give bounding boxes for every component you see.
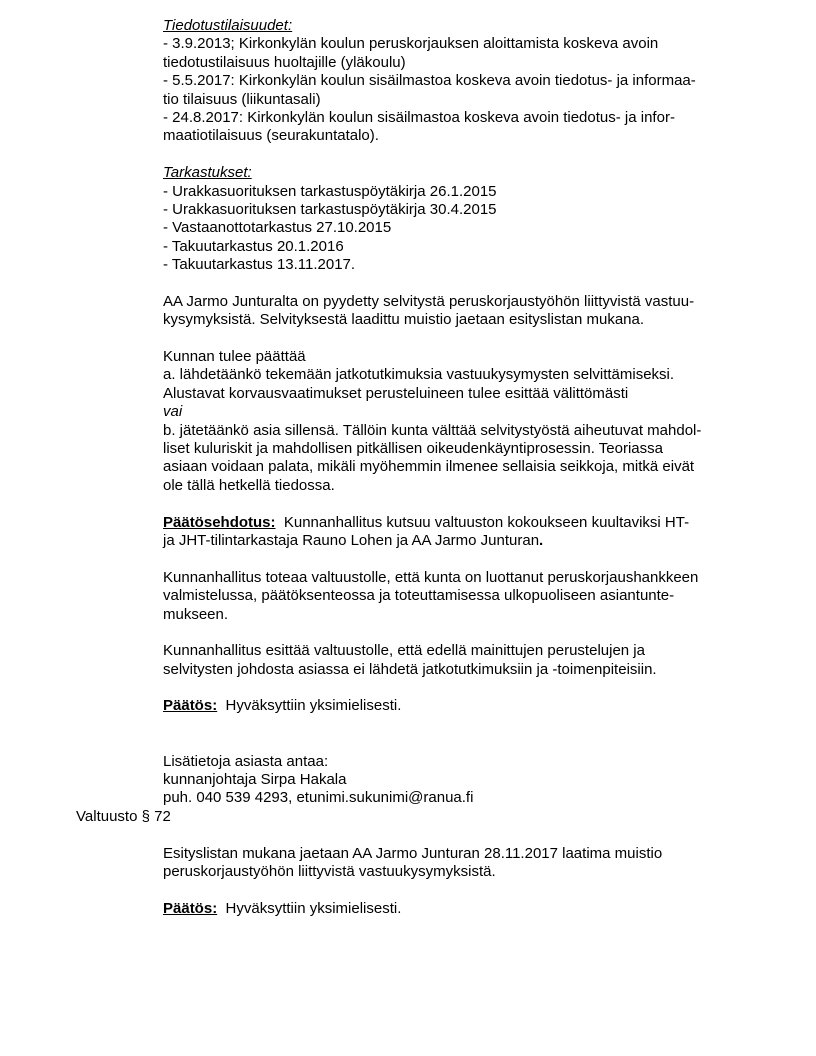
text-line: b. jätetäänkö asia sillensä. Tällöin kunta välttää selvitystyöstä aiheutuvat mahdol- bbox=[163, 421, 702, 439]
text-line: Kunnanhallitus toteaa valtuustolle, että kunta on luottanut peruskorjaushankkeen bbox=[163, 568, 699, 586]
section-heading-tiedotustilaisuudet: Tiedotustilaisuudet: bbox=[163, 17, 293, 34]
text-line: - Vastaanottotarkastus 27.10.2015 bbox=[163, 219, 392, 237]
period: . bbox=[539, 531, 544, 549]
text-line: Kunnan tulee päättää bbox=[163, 348, 306, 366]
text-line: maatiotilaisuus (seurakuntatalo). bbox=[163, 127, 379, 145]
section-heading-tarkastukset: Tarkastukset: bbox=[163, 164, 252, 182]
text-line: - Takuutarkastus 20.1.2016 bbox=[163, 237, 344, 255]
text-line: - 24.8.2017: Kirkonkylän koulun sisäilmastoa koskeva avoin tiedotus- ja infor- bbox=[163, 108, 675, 126]
text-line: tiedotustilaisuus huoltajille (yläkoulu) bbox=[163, 53, 406, 71]
text-line: kunnanjohtaja Sirpa Hakala bbox=[163, 771, 347, 789]
text-line: valmistelussa, päätöksenteossa ja toteuttamisessa ulkopuoliseen asiantunte- bbox=[163, 587, 675, 605]
decision-text: Hyväksyttiin yksimielisesti. bbox=[225, 697, 402, 715]
text-line: - Urakkasuorituksen tarkastuspöytäkirja 26.1.2015 bbox=[163, 182, 497, 200]
document-body bbox=[76, 17, 763, 918]
decision bbox=[163, 697, 763, 715]
text-line: asiaan voidaan palata, mikäli myöhemmin ilmenee sellaisia seikkoja, mitkä eivät bbox=[163, 458, 695, 476]
text-line: tio tilaisuus (liikuntasali) bbox=[163, 90, 321, 108]
text-line-vai: vai bbox=[163, 403, 183, 421]
text-line: - 3.9.2013; Kirkonkylän koulun peruskorjauksen aloittamista koskeva avoin bbox=[163, 35, 659, 53]
text-line: Kunnanhallitus kutsuu valtuuston kokoukseen kuultaviksi HT- bbox=[283, 513, 690, 531]
decision-text: Hyväksyttiin yksimielisesti. bbox=[225, 899, 402, 917]
text-line bbox=[163, 532, 763, 550]
decision-label: Päätös: bbox=[163, 697, 218, 715]
decision bbox=[163, 900, 763, 918]
text-line: mukseen. bbox=[163, 605, 229, 623]
text-line: Lisätietoja asiasta antaa: bbox=[163, 752, 329, 770]
text-line: AA Jarmo Junturalta on pyydetty selvitystä peruskorjaustyöhön liittyvistä vastuu- bbox=[163, 292, 695, 310]
text-line: selvitysten johdosta asiassa ei lähdetä jatkotutkimuksiin ja -toimenpiteisiin. bbox=[163, 660, 657, 678]
text-line: - 5.5.2017: Kirkonkylän koulun sisäilmastoa koskeva avoin tiedotus- ja informaa- bbox=[163, 72, 696, 90]
text-line: Alustavat korvausvaatimukset perusteluineen tulee esittää välittömästi bbox=[163, 384, 629, 402]
text-line: ole tällä hetkellä tiedossa. bbox=[163, 476, 335, 494]
contact-line: puh. 040 539 4293, etunimi.sukunimi@ranua.fi bbox=[163, 789, 474, 807]
text-line: peruskorjaustyöhön liittyvistä vastuukysymyksistä. bbox=[163, 862, 496, 880]
decision-proposal bbox=[163, 514, 763, 532]
text-line: a. lähdetäänkö tekemään jatkotutkimuksia vastuukysymysten selvittämiseksi. bbox=[163, 366, 675, 384]
text-line: - Urakkasuorituksen tarkastuspöytäkirja 30.4.2015 bbox=[163, 200, 497, 218]
text-line: Kunnanhallitus esittää valtuustolle, että edellä mainittujen perustelujen ja bbox=[163, 642, 645, 660]
decision-proposal-label: Päätösehdotus: bbox=[163, 513, 276, 531]
text-line: Esityslistan mukana jaetaan AA Jarmo Junturan 28.11.2017 laatima muistio bbox=[163, 844, 663, 862]
decision-label: Päätös: bbox=[163, 899, 218, 917]
text-line: ja JHT-tilintarkastaja Rauno Lohen ja AA Jarmo Junturan bbox=[163, 531, 540, 549]
text-line: kysymyksistä. Selvityksestä laadittu muistio jaetaan esityslistan mukana. bbox=[163, 311, 645, 329]
text-line: - Takuutarkastus 13.11.2017. bbox=[163, 256, 356, 274]
text-line: liset kuluriskit ja mahdollisen pitkällisen oikeudenkäyntiprosessin. Teoriassa bbox=[163, 439, 663, 457]
section-heading-valtuusto: Valtuusto § 72 bbox=[76, 807, 171, 825]
